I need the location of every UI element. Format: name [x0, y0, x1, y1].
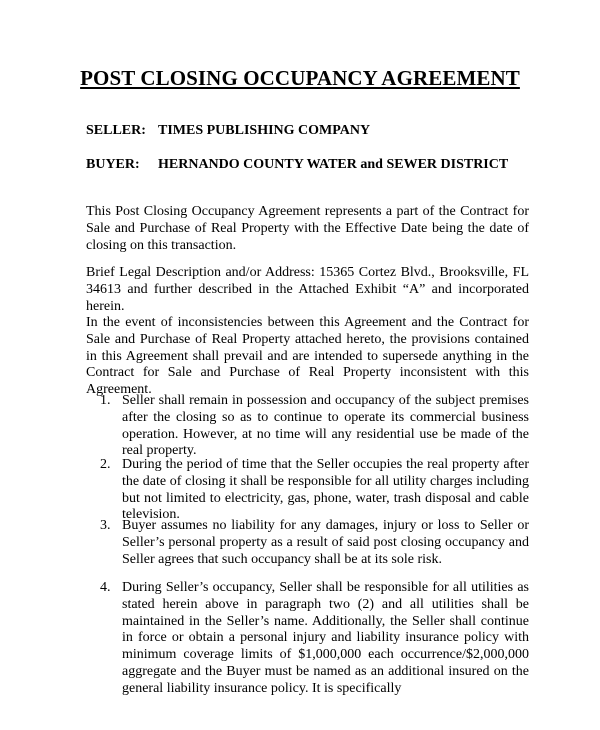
item-text: Seller shall remain in possession and occupancy of the subject premises after the closing so as to continue to operate its commercial business operation. However, at no time will any residential use be made of the real property. [122, 393, 529, 459]
numbered-item [86, 580, 529, 698]
seller-line [86, 123, 370, 139]
numbered-item [86, 518, 529, 568]
item-text: Buyer assumes no liability for any damages, injury or loss to Seller or Seller’s personal property as a result of said post closing occupancy and Seller agrees that such occupancy shall be at its sole risk. [122, 518, 529, 567]
item-number: 3. [100, 518, 111, 533]
legal-description-paragraph: Brief Legal Description and/or Address: 15365 Cortez Blvd., Brooksville, FL 34613 and further described in the Attached Exhibit “A” and incorporated herein. [86, 265, 529, 314]
numbered-item [86, 457, 529, 524]
buyer-name: HERNANDO COUNTY WATER and SEWER DISTRICT [158, 157, 509, 172]
buyer-line [86, 157, 508, 173]
seller-name: TIMES PUBLISHING COMPANY [158, 123, 371, 138]
item-text: During the period of time that the Seller occupies the real property after the date of closing it shall be responsible for all utility charges including but not limited to electricity, gas, phone, water, trash disposal and cable television. [122, 457, 529, 523]
item-text: During Seller’s occupancy, Seller shall be responsible for all utilities as stated herein above in paragraph two (2) and all utilities shall be maintained in the Seller’s name. Additionally, the Seller shall continue in force or obtain a personal injury and liability insurance policy with minimum coverage limits of $1,000,000 each occurrence/$2,000,000 aggregate and the Buyer must be named as an additional insured on the general liability insurance policy. It is specifically [122, 580, 529, 696]
buyer-label: BUYER: [86, 157, 140, 172]
item-number: 4. [100, 580, 111, 595]
intro-paragraph: This Post Closing Occupancy Agreement represents a part of the Contract for Sale and Purchase of Real Property with the Effective Date being the date of closing on this transaction. [86, 204, 529, 253]
item-number: 1. [100, 393, 111, 408]
document-title: POST CLOSING OCCUPANCY AGREEMENT [80, 66, 520, 90]
inconsistencies-paragraph: In the event of inconsistencies between this Agreement and the Contract for Sale and Purchase of Real Property attached hereto, the provisions contained in this Agreement shall prevail and are intended to supersede anything in the Contract for Sale and Purchase of Real Property inconsistent with this Agreement. [86, 315, 529, 398]
numbered-item [86, 393, 529, 460]
seller-label: SELLER: [86, 123, 146, 138]
item-number: 2. [100, 457, 111, 472]
